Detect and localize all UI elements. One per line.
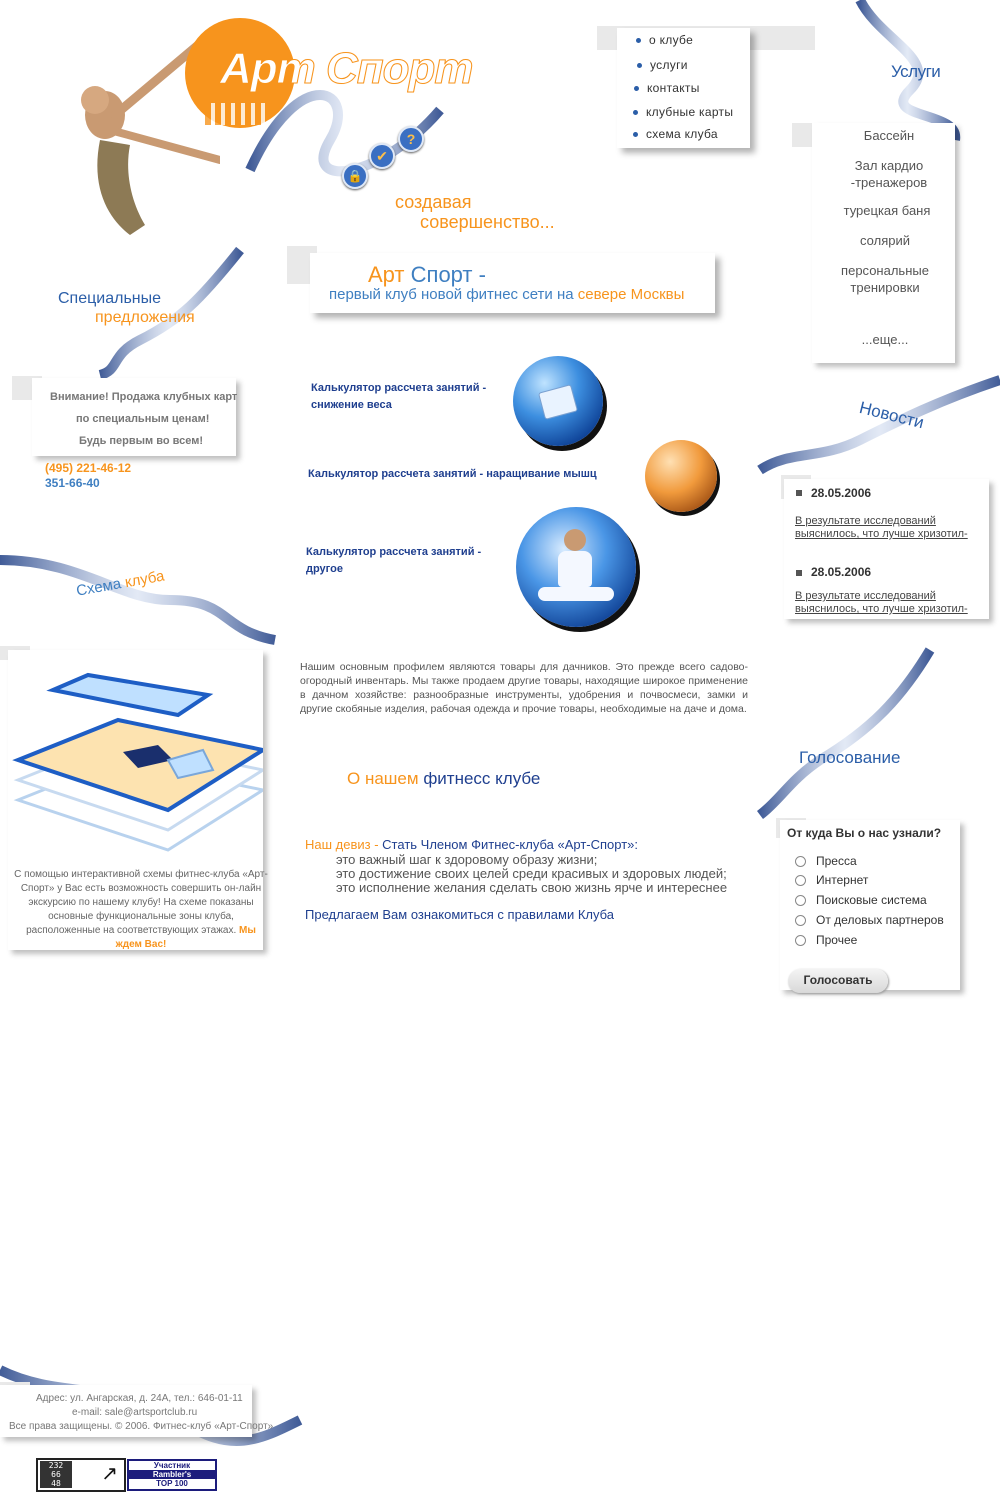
scale-icon[interactable] [513, 356, 603, 446]
special-phone2: 351-66-40 [45, 476, 100, 490]
logo[interactable] [185, 18, 473, 128]
arrow-icon: ↗ [101, 1463, 118, 1485]
floor-plan-image[interactable] [8, 660, 263, 860]
muscle-icon[interactable] [645, 440, 717, 512]
vote-option-press[interactable]: Пресса [795, 854, 857, 868]
service-pool[interactable]: Бассейн [863, 128, 915, 143]
nav-item-contacts[interactable]: контакты [634, 81, 700, 95]
calculator-muscle-gain-link[interactable]: Калькулятор рассчета занятий - наращивание мышц [308, 468, 597, 480]
tagline-line2: совершенство... [420, 212, 555, 232]
news-link-2[interactable]: В результате исследований выяснилось, что лучше хризотил- [795, 590, 968, 615]
news-date-1: 28.05.2006 [811, 486, 872, 500]
motto-point-1: это важный шаг к здоровому образу жизни; [336, 852, 598, 867]
motto-point-2: это достижение своих целей среди красивых и здоровых людей; [336, 866, 727, 881]
intro-title: Арт Спорт - [368, 262, 486, 287]
body-text: Нашим основным профилем являются товары для дачников. Это прежде всего садово-огородный инвентарь. Мы также продаем другие товары, находящие широкое применение в дачном хозяйстве: разнообразные инструменты, удобрения и почвосмеси, замки и другие скобяные изделия, рабочая одежда и прочие товары, необходимые на даче и дома. [300, 661, 748, 715]
tagline-line1: создавая [395, 192, 472, 212]
footer-copyright: Все права защищены. © 2006. Фитнес-клуб «Арт-Спорт» [9, 1421, 274, 1432]
vote-option-partners[interactable]: От деловых партнеров [795, 913, 944, 927]
footer-email[interactable]: e-mail: sale@artsportclub.ru [72, 1407, 198, 1418]
services-more-link[interactable]: ...еще... [861, 332, 909, 347]
vote-submit-button[interactable]: Голосовать [788, 969, 888, 993]
check-icon[interactable]: ✔ [369, 143, 395, 169]
services-title: Услуги [891, 62, 941, 81]
news-title: Новости [857, 398, 926, 433]
news-bullet-icon [796, 490, 802, 496]
about-title: О нашем фитнесс клубе [347, 769, 541, 788]
help-icon[interactable]: ? [398, 126, 424, 152]
footer-address: Адрес: ул. Ангарская, д. 24А, тел.: 646-01-11 [36, 1393, 243, 1404]
service-personal-training[interactable]: персональные тренировки [841, 263, 929, 295]
motto: Наш девиз - Стать Членом Фитнес-клуба «Арт-Спорт»: [305, 837, 639, 852]
vote-option-internet[interactable]: Интернет [795, 873, 868, 887]
lock-icon[interactable]: 🔒 [342, 163, 368, 189]
intro-subtitle: первый клуб новой фитнес сети на севере Москвы [329, 286, 685, 303]
scheme-description: С помощью интерактивной схемы фитнес-клуба «Арт-Спорт» у Вас есть возможность совершить он-лайн экскурсию по нашему клубу! На схеме показаны основные функциональные зоны клуба, расположенные на соответствующих этажах. Мы ждем Вас! [14, 869, 268, 950]
news-date-2: 28.05.2006 [811, 565, 872, 579]
radio-button [795, 875, 806, 886]
special-title-line2: предложения [95, 309, 195, 326]
special-line2: по специальным ценам! [76, 413, 210, 425]
radio-button [795, 856, 806, 867]
nav-item-services[interactable]: услуги [637, 58, 688, 72]
vote-option-search[interactable]: Поисковые система [795, 893, 927, 907]
radio-button [795, 935, 806, 946]
calculator-weight-loss-link[interactable]: Калькулятор рассчета занятий - снижение веса [311, 382, 487, 411]
vote-question: От куда Вы о нас узнали? [787, 826, 942, 840]
yoga-icon[interactable] [516, 507, 636, 627]
service-cardio[interactable]: Зал кардио -тренажеров [850, 158, 928, 190]
logo-text: Арт Спорт [220, 44, 473, 93]
calculator-other-link[interactable]: Калькулятор рассчета занятий - другое [306, 546, 482, 575]
vote-title: Голосование [799, 748, 901, 767]
special-line3: Будь первым во всем! [79, 435, 204, 447]
radio-button [795, 915, 806, 926]
rambler-top100-badge[interactable]: Участник Rambler's TOP 100 [127, 1459, 217, 1491]
nav-item-about[interactable]: о клубе [636, 33, 693, 47]
motto-point-3: это исполнение желания сделать свою жизнь ярче и интереснее [336, 880, 728, 895]
special-title-line1: Специальные [58, 290, 162, 307]
special-line1: Внимание! Продажа клубных карт [50, 391, 238, 403]
club-rules-link[interactable]: Предлагаем Вам ознакомиться с правилами Клуба [305, 907, 615, 922]
service-turkish-bath[interactable]: турецкая баня [843, 203, 931, 218]
service-solarium[interactable]: солярий [860, 233, 910, 248]
nav-item-club-scheme[interactable]: схема клуба [633, 127, 718, 141]
nav-item-club-cards[interactable]: клубные карты [633, 105, 733, 119]
vote-option-other[interactable]: Прочее [795, 933, 857, 947]
visitor-counter[interactable]: 232 66 48 ↗ [36, 1458, 126, 1492]
special-phone1: (495) 221-46-12 [45, 461, 132, 475]
news-link-1[interactable]: В результате исследований выяснилось, что лучше хризотил- [795, 515, 968, 540]
radio-button [795, 895, 806, 906]
news-bullet-icon [796, 570, 802, 576]
scheme-title: Схема клуба [75, 567, 166, 600]
